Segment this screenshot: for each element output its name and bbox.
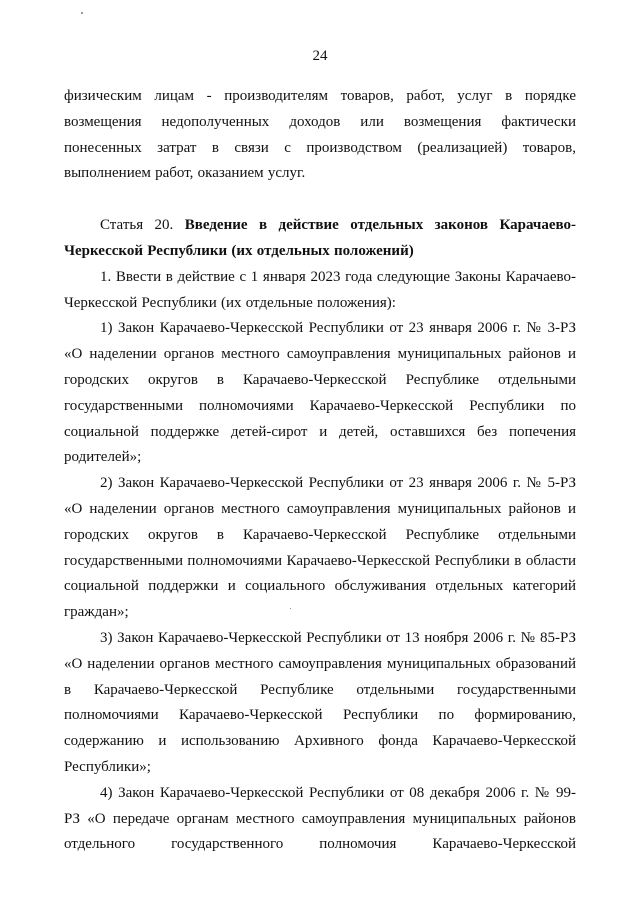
law-item-1: 1) Закон Карачаево-Черкесской Республики от 23 января 2006 г. № 3-РЗ «О наделении органов местного самоуправления муниципальных районов и городских округов в Карачаево-Черкесской Республике отдельными государственными полномочиями Карачаево-Черкесской Республики по социальной поддержке детей-сирот и детей, оставшихся без попечения родителей»;	[64, 320, 576, 466]
law-item-4: 4) Закон Карачаево-Черкесской Республики от 08 декабря 2006 г. № 99-РЗ «О передаче органам местного самоуправления муниципальных районов отдельного государственного полномочия Карачаево-Черкесской	[64, 784, 576, 853]
scan-speck	[81, 12, 83, 14]
clause-1: 1. Ввести в действие с 1 января 2023 года следующие Законы Карачаево-Черкесской Республики (их отдельные положения):	[64, 268, 576, 311]
article-heading	[64, 213, 576, 265]
article-number: Статья 20.	[100, 217, 185, 234]
paragraph-gap	[64, 187, 576, 213]
page-number: 24	[312, 48, 328, 64]
law-item-3: 3) Закон Карачаево-Черкесской Республики от 13 ноября 2006 г. № 85-РЗ «О наделении органов местного самоуправления муниципальных образований в Карачаево-Черкесской Республике отдельными государственными полномочиями Карачаево-Черкесской Республики по формированию, содержанию и использованию Архивного фонда Карачаево-Черкесской Республики»;	[64, 629, 576, 775]
article-title: Введение в действие отдельных законов Карачаево-Черкесской Республики (их отдельных положений)	[64, 217, 576, 259]
law-item-2: 2) Закон Карачаево-Черкесской Республики от 23 января 2006 г. № 5-РЗ «О наделении органов местного самоуправления муниципальных районов и городских округов в Карачаево-Черкесской Республике отдельными государственными полномочиями Карачаево-Черкесской Республики в области социальной поддержки и социального обслуживания отдельных категорий граждан»;	[64, 475, 576, 621]
document-body	[64, 84, 576, 858]
paragraph-continuation: физическим лицам - производителям товаров, работ, услуг в порядке возмещения недополученных доходов или возмещения фактически понесенных затрат в связи с производством (реализацией) товаров, выполнением работ, оказанием услуг.	[64, 88, 576, 182]
